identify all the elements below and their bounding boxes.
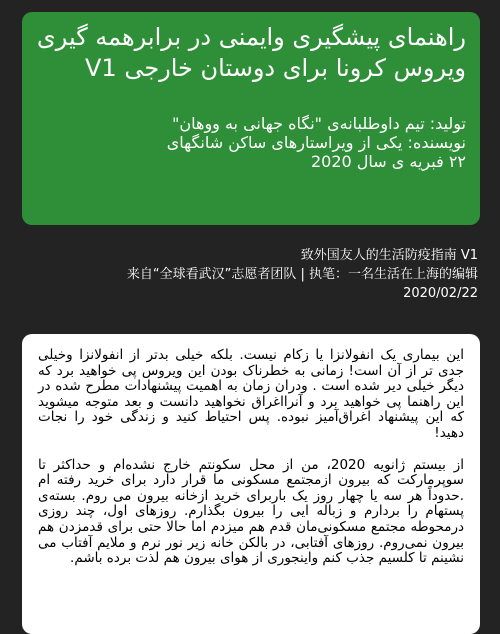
chinese-title: 致外国友人的生活防疫指南 V1 (300, 248, 478, 263)
producer-line: تولید: تیم داوطلبانه‌ی "نگاه جهانی به ووهان" (172, 114, 466, 133)
chinese-source: 来自“全球看武汉”志愿者团队 | 执笔：一名生活在上海的编辑 (126, 267, 478, 282)
author-line: نویسنده: یکی از ویراستارهای ساکن شانگهای (166, 133, 466, 152)
header-card (22, 12, 480, 225)
chinese-date: 2020/02/22 (403, 286, 478, 301)
guide-title: راهنمای پیشگیری وایمنی در برابرهمه گیری ویروس کرونا برای دوستان خارجی V1 (36, 23, 466, 82)
date-line: ۲۲ فبریه ی سال 2020 (310, 152, 466, 171)
credits (36, 114, 466, 171)
body-paragraph-1: این بیماری یک انفولانزا یا زکام نیست. بلکه خیلی بدتر از انفولانزا وخیلی جدی تر از آن است! زمانی به خطرناک بودن این ویروس پی خواهید برد که دیگر خیلی دیر شده است . ودران زمان به اهمیت پیشنهادات مطرح شده در این راهنما پی خواهید برد و آنرااغراق نخواهید دانست و بعد متوجه میشوید که این پیشنهاد اغراق‌آمیز نبوده. پس احتیاط کنید و زندگی خود را نجات دهید! (38, 347, 464, 441)
body-card (22, 334, 480, 634)
chinese-info (18, 246, 478, 303)
body-paragraph-2: از بیستم ژانویه 2020، من از محل سکونتم خارج نشده‌ام و حداکثر تا سوپرمارکت که بیرون ازمجتمع مسکونی ما قرار دارد برای خرید رفته ام .حدوداً هر سه یا چهار روز یک باربرای خرید ازخانه بیرون می روم. بسته‌ی پستهام را بردارم و زباله ایی را بیرون بگذارم. روزهای اول، چند روزی درمحوطه مجتمع مسکونی‌مان قدم هم میزدم اما حالا حتی برای قدمزدن هم بیرون نمی‌روم. روزهای آفتابی، در بالکن خانه زیر نور نرم و ملایم آفتاب می نشینم تا کلسیم جذب کنم واینجوری از هوای بیرون هم لذت برده باشم. (38, 456, 465, 567)
